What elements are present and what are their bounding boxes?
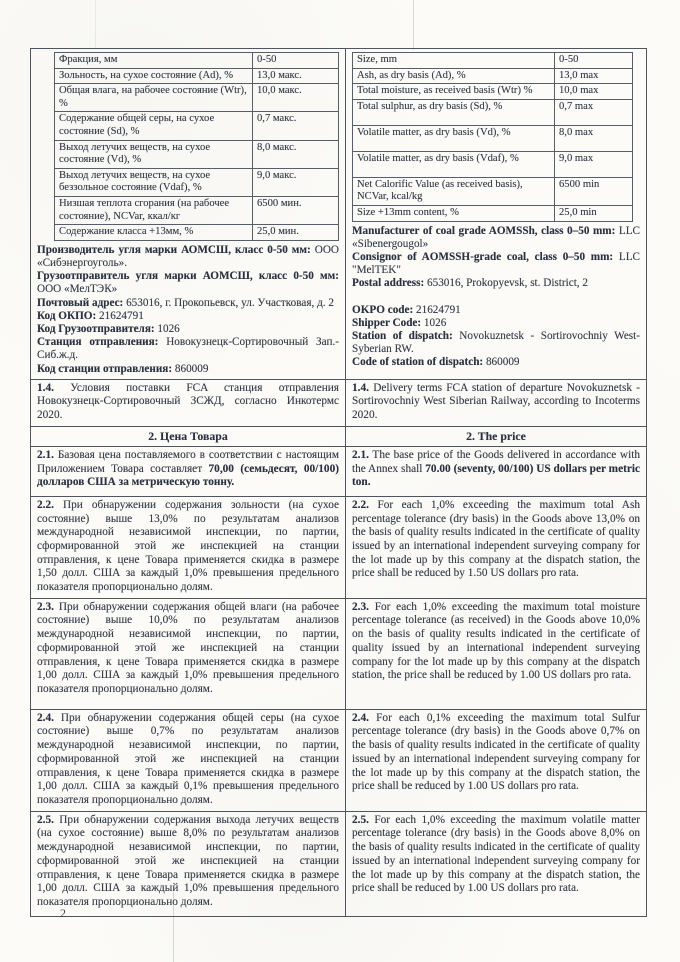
info-label: OKPO code: bbox=[352, 303, 414, 316]
info-value: ООО «МелТЭК» bbox=[37, 283, 118, 296]
en-column-cell bbox=[346, 447, 646, 496]
clause-text-ru bbox=[37, 382, 339, 423]
info-value: 1026 bbox=[423, 316, 447, 329]
clause-body: For each 1,0% exceeding the maximum total Ash percentage tolerance (dry basis) in the Goods above 13,0% on the basis of quality results indicated in the certificate of quality issued by an international independent surveying company for the lot made up by this company at the dispatch station, the price shall be reduced by 1.50 US dollars pro rata. bbox=[352, 498, 640, 580]
spec-param: Net Calorific Value (as received basis), NCVar, kcal/kg bbox=[353, 177, 555, 205]
clause-body: Базовая цена поставляемого в соответствии с настоящим Приложением Товара составляет bbox=[37, 448, 339, 475]
info-value: ООО «Сибэнергоуголь». bbox=[37, 243, 340, 269]
clause-text-en bbox=[352, 499, 640, 581]
clause-number: 2.5. bbox=[37, 813, 54, 826]
clause-row-2-5 bbox=[31, 811, 646, 916]
spec-row bbox=[353, 99, 633, 125]
clause-text-en bbox=[352, 814, 640, 896]
info-label: Производитель угля марки АОМСШ, класс 0-50 мм: bbox=[37, 243, 311, 256]
clause-bold-tail: 70,00 (семьдесят, 00/100) долларов США за метрическую тонну. bbox=[37, 462, 339, 489]
info-label: Manufacturer of coal grade AOMSSh, class 0–50 mm: bbox=[352, 224, 616, 237]
spec-row bbox=[55, 168, 339, 196]
clause-number: 2.1. bbox=[37, 448, 54, 461]
info-label: Consignor of AOMSSH-grade coal, class 0–50 mm: bbox=[352, 250, 614, 263]
info-label: Postal address: bbox=[352, 277, 425, 290]
spec-row bbox=[353, 177, 633, 205]
clause-text-en bbox=[352, 601, 640, 683]
spec-param: Общая влага, на рабочее состояние (Wtr), % bbox=[55, 84, 253, 112]
en-column-cell bbox=[346, 812, 646, 916]
info-value: Novokuznetsk - Sortirovochniy West-Syberian RW. bbox=[352, 329, 640, 356]
clause-text-ru bbox=[37, 499, 339, 595]
info-value: 860009 bbox=[174, 362, 209, 375]
info-block-ru bbox=[37, 244, 339, 376]
spec-row bbox=[55, 196, 339, 224]
spec-row bbox=[55, 53, 339, 69]
spec-param: Фракция, мм bbox=[55, 53, 253, 69]
info-value: 860009 bbox=[485, 356, 520, 369]
clause-body: For each 0,1% exceeding the maximum total Sulfur percentage tolerance (dry basis) in the Goods above 0,7% on the basis of quality results indicated in the certificate of quality issued by an international independent surveying company for the lot made up by this company at the dispatch station, the price shall be reduced by 1.00 US dollars pro rata. bbox=[352, 711, 640, 793]
info-item bbox=[37, 297, 339, 310]
clause-row-2-4 bbox=[31, 709, 646, 811]
spec-value: 8,0 max bbox=[555, 125, 633, 151]
spec-row bbox=[353, 205, 633, 221]
en-column-cell bbox=[346, 710, 646, 811]
spec-param: Total moisture, as received basis (Wtr) % bbox=[353, 84, 555, 100]
ru-column-cell bbox=[31, 447, 346, 496]
spec-param: Total sulphur, as dry basis (Sd), % bbox=[353, 99, 555, 125]
info-item bbox=[352, 251, 640, 277]
info-label: Shipper Code: bbox=[352, 316, 422, 329]
info-item bbox=[352, 304, 640, 317]
section-title-en: 2. The price bbox=[466, 428, 526, 443]
info-item bbox=[37, 363, 339, 376]
ru-column-cell bbox=[31, 812, 346, 916]
ru-column-cell bbox=[31, 380, 346, 426]
clause-text-en bbox=[352, 712, 640, 794]
clause-body: При обнаружении содержания общей серы (на сухое состояние) выше 0,7% по результатам анализов международной независимой инспекции, по партии, сформированной этой же инспекцией на станции отправления, к цене Товара применяется скидка в размере 1,00 долл. США за каждый 0,1% превышения предельного показателя пропорционально долям. bbox=[37, 711, 340, 806]
spec-row bbox=[353, 151, 633, 177]
spec-and-info-row bbox=[31, 49, 646, 379]
spec-row bbox=[55, 112, 339, 140]
spec-table-en bbox=[352, 52, 633, 222]
clause-body: For each 1,0% exceeding the maximum volatile matter percentage tolerance (dry basis) in the Goods above 8,0% on the basis of quality results indicated in the certificate of quality issued by an international independent surveying company for the lot made up by this company at the dispatch station, the price shall be reduced by 1.00 US dollars pro rata. bbox=[352, 813, 640, 895]
spec-row bbox=[55, 140, 339, 168]
clause-text-ru bbox=[37, 814, 339, 910]
info-item bbox=[37, 323, 339, 336]
clause-number: 2.5. bbox=[352, 813, 369, 826]
spec-value: 9,0 макс. bbox=[253, 168, 339, 196]
page-number: 2 bbox=[60, 906, 66, 920]
ru-column-cell bbox=[31, 427, 346, 446]
blank-line bbox=[352, 291, 640, 304]
info-value: 1026 bbox=[157, 322, 180, 335]
spec-table-ru bbox=[54, 52, 339, 241]
info-item bbox=[37, 336, 339, 362]
info-item bbox=[37, 310, 339, 323]
clause-body: При обнаружении содержания зольности (на сухое состояние) выше 13,0% по результатам анализов международной независимой инспекции, по партии, сформированной этой же инспекцией на станции отправления, к цене Товара применяется скидка в размере 1,50 долл. США за каждый 1,0% превышения предельного показателя пропорционально долям. bbox=[37, 498, 339, 594]
info-item bbox=[352, 356, 640, 369]
spec-param: Size +13mm content, % bbox=[353, 205, 555, 221]
ru-column-cell bbox=[31, 49, 346, 379]
clause-body: The base price of the Goods delivered in accordance with the Annex shall bbox=[352, 448, 640, 475]
spec-value: 13,0 max bbox=[555, 68, 633, 84]
spec-value: 0,7 макс. bbox=[253, 112, 339, 140]
spec-value: 0-50 bbox=[555, 53, 633, 69]
info-label: Код ОКПО: bbox=[37, 309, 97, 322]
clause-number: 2.2. bbox=[37, 498, 54, 511]
info-value: 653016, г. Прокопьевск, ул. Участковая, д. 2 bbox=[126, 296, 334, 309]
en-column-cell bbox=[346, 49, 646, 379]
clause-number: 1.4. bbox=[37, 381, 54, 394]
spec-value: 6500 мин. bbox=[253, 196, 339, 224]
clause-text-ru bbox=[37, 449, 339, 490]
spec-value: 25,0 мин. bbox=[253, 225, 339, 241]
ru-column-cell bbox=[31, 497, 346, 598]
clause-row-2-1 bbox=[31, 446, 646, 496]
spec-param: Содержание общей серы, на сухое состояние (Sd), % bbox=[55, 112, 253, 140]
clause-body: For each 1,0% exceeding the maximum total moisture percentage tolerance (as received) in the Goods above 10,0% on the basis of quality results indicated in the certificate of quality issued by an international independent surveying company for the lot made up by this company at the dispatch station, the price shall be reduced by 1.00 US dollars pro rata. bbox=[352, 600, 640, 682]
spec-param: Выход летучих веществ, на сухое состояние (Vd), % bbox=[55, 140, 253, 168]
clause-text-en bbox=[352, 449, 640, 490]
info-value: 21624791 bbox=[416, 303, 461, 316]
info-value: Новокузнецк-Сортировочный Зап.-Сиб.ж.д. bbox=[37, 336, 339, 362]
spec-value: 0,7 max bbox=[555, 99, 633, 125]
spec-row bbox=[55, 225, 339, 241]
section-header-row bbox=[31, 426, 646, 446]
en-column-cell bbox=[346, 427, 646, 446]
spec-value: 10,0 max bbox=[555, 84, 633, 100]
en-column-cell bbox=[346, 380, 646, 426]
info-value: 653016, Prokopyevsk, st. District, 2 bbox=[427, 277, 588, 290]
spec-value: 9,0 max bbox=[555, 151, 633, 177]
clause-number: 2.3. bbox=[37, 600, 54, 613]
clause-number: 2.4. bbox=[352, 711, 369, 724]
info-value: LLC «Sibenergougol» bbox=[352, 224, 641, 250]
spec-param: Volatile matter, as dry basis (Vd), % bbox=[353, 125, 555, 151]
clause-body: Delivery terms FCA station of departure Novokuznetsk - Sortirovochniy West Siberian Railway, according to Incoterms 2020. bbox=[352, 381, 640, 422]
clause-row-2-3 bbox=[31, 598, 646, 709]
clause-number: 2.2. bbox=[352, 498, 369, 511]
spec-value: 0-50 bbox=[253, 53, 339, 69]
spec-value: 6500 min bbox=[555, 177, 633, 205]
spec-value: 13,0 макс. bbox=[253, 68, 339, 84]
info-value: 21624791 bbox=[99, 309, 144, 322]
spec-row bbox=[353, 68, 633, 84]
info-label: Code of station of dispatch: bbox=[352, 356, 484, 369]
clause-bold-tail: 70.00 (seventy, 00/100) US dollars per metric ton. bbox=[352, 462, 641, 489]
spec-param: Низшая теплота сгорания (на рабочее состояние), NCVar, ккал/кг bbox=[55, 196, 253, 224]
spec-value: 8,0 макс. bbox=[253, 140, 339, 168]
spec-row bbox=[55, 84, 339, 112]
info-label: Станция отправления: bbox=[37, 336, 159, 349]
section-title-ru: 2. Цена Товара bbox=[148, 428, 228, 443]
clause-number: 2.3. bbox=[352, 600, 369, 613]
spec-param: Содержание класса +13мм, % bbox=[55, 225, 253, 241]
info-label: Грузоотправитель угля марки АОМСШ, класс 0-50 мм: bbox=[37, 270, 339, 283]
contract-table bbox=[30, 48, 647, 917]
clause-text-ru bbox=[37, 601, 339, 697]
info-item bbox=[352, 330, 640, 356]
spec-param: Size, mm bbox=[353, 53, 555, 69]
info-item bbox=[37, 244, 339, 270]
clause-number: 1.4. bbox=[352, 381, 369, 394]
spec-param: Volatile matter, as dry basis (Vdaf), % bbox=[353, 151, 555, 177]
spec-row bbox=[353, 125, 633, 151]
info-label: Код станции отправления: bbox=[37, 362, 173, 375]
en-column-cell bbox=[346, 497, 646, 598]
info-value: LLC "MelTEK" bbox=[352, 250, 640, 277]
spec-row bbox=[55, 68, 339, 84]
spec-value: 25,0 min bbox=[555, 205, 633, 221]
clause-body: При обнаружении содержания общей влаги (на рабочее состояние) выше 10,0% по результатам анализов международной независимой инспекции, по партии, сформированной этой же инспекцией на станции отправления, к цене Товара применяется скидка в размере 1,00 долл. США за каждый 1,0% превышения предельного показателя пропорционально долям. bbox=[37, 600, 339, 695]
scan-artifact-line bbox=[413, 0, 414, 50]
clause-row-1-4 bbox=[31, 379, 646, 426]
spec-value: 10,0 макс. bbox=[253, 84, 339, 112]
info-item bbox=[352, 225, 640, 251]
spec-param: Выход летучих веществ, на сухое беззольное состояние (Vdaf), % bbox=[55, 168, 253, 196]
clause-number: 2.4. bbox=[37, 711, 54, 724]
spec-row bbox=[353, 84, 633, 100]
spec-param: Зольность, на сухое состояние (Ad), % bbox=[55, 68, 253, 84]
ru-column-cell bbox=[31, 710, 346, 811]
clause-body: Условия поставки FCA станция отправления Новокузнецк-Сортировочный ЗСЖД, согласно Инкотермс 2020. bbox=[37, 381, 339, 422]
spec-row bbox=[353, 53, 633, 69]
spec-param: Ash, as dry basis (Ad), % bbox=[353, 68, 555, 84]
info-label: Почтовый адрес: bbox=[37, 296, 124, 309]
clause-body: При обнаружении содержания выхода летучих веществ (на сухое состояние) выше 8,0% по результатам анализов международной независимой инспекции, по партии, сформированной этой же инспекцией на станции отправления, к цене Товара применяется скидка в размере 1,00 долл. США за каждый 1,0% превышения предельного показателя пропорционально долям. bbox=[37, 813, 340, 908]
clause-text-ru bbox=[37, 712, 339, 808]
ru-column-cell bbox=[31, 599, 346, 709]
en-column-cell bbox=[346, 599, 646, 709]
scan-artifact-line bbox=[95, 0, 96, 48]
info-item bbox=[37, 270, 339, 296]
info-label: Код Грузоотправителя: bbox=[37, 322, 155, 335]
info-block-en bbox=[352, 225, 640, 370]
clause-text-en bbox=[352, 382, 640, 423]
info-item bbox=[352, 317, 640, 330]
clause-row-2-2 bbox=[31, 496, 646, 598]
info-item bbox=[352, 277, 640, 290]
clause-number: 2.1. bbox=[352, 448, 369, 461]
info-label: Station of dispatch: bbox=[352, 329, 453, 342]
